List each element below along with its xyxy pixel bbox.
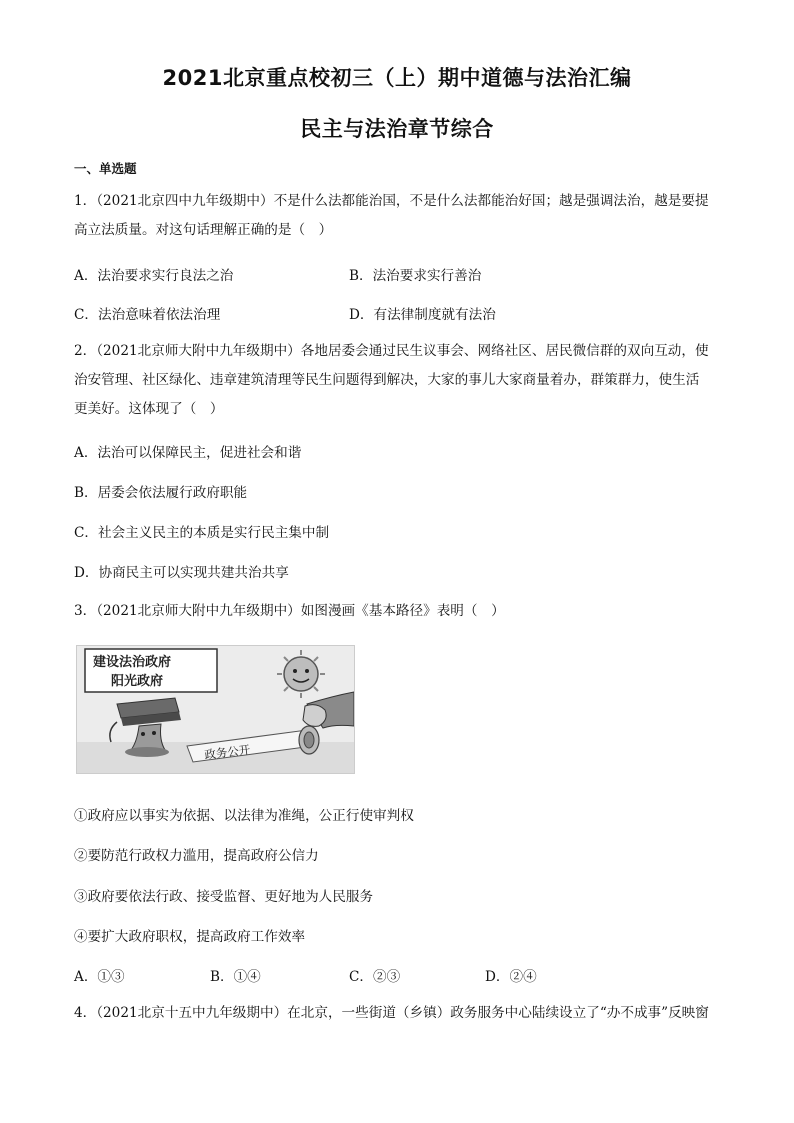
cartoon-figure <box>76 645 355 774</box>
q2-stem-line1: 2．（2021北京师大附中九年级期中）各地居委会通过民生议事会、网络社区、居民微信群的双向互动，使 <box>74 343 709 359</box>
q2-option-c: C．社会主义民主的本质是实行民主集中制 <box>74 525 330 541</box>
q4-stem-line1: 4．（2021北京十五中九年级期中）在北京，一些街道（乡镇）政务服务中心陆续设立了“办不成事”反映窗 <box>74 1005 709 1021</box>
q2-option-b: B．居委会依法履行政府职能 <box>74 485 248 501</box>
q2-option-a: A．法治可以保障民主，促进社会和谐 <box>74 445 302 461</box>
q2-stem-line3: 更美好。这体现了（ ） <box>74 401 224 417</box>
q3-statement-3: ③政府要依法行政、接受监督、更好地为人民服务 <box>74 889 374 905</box>
q3-statement-4: ④要扩大政府职权，提高政府工作效率 <box>74 929 306 945</box>
scroll-text: 政务公开 <box>203 742 252 762</box>
q1-option-c: C．法治意味着依法治理 <box>74 307 221 323</box>
q3-option-c: C．②③ <box>349 969 401 985</box>
document-title: 2021北京重点校初三（上）期中道德与法治汇编 <box>162 66 632 90</box>
q3-stem-line1: 3．（2021北京师大附中九年级期中）如图漫画《基本路径》表明（ ） <box>74 603 505 619</box>
q1-stem-line1: 1．（2021北京四中九年级期中）不是什么法都能治国，不是什么法都能治好国；越是强调法治，越是要提 <box>74 193 709 209</box>
sun-icon <box>277 650 325 698</box>
document-subtitle: 民主与法治章节综合 <box>300 117 494 141</box>
sign-text-line2: 阳光政府 <box>111 674 164 689</box>
q3-statement-1: ①政府应以事实为依据、以法律为准绳，公正行使审判权 <box>74 808 414 824</box>
sign-text-line1: 建设法治政府 <box>93 655 172 670</box>
q3-option-b: B．①④ <box>210 969 261 985</box>
q2-option-d: D．协商民主可以实现共建共治共享 <box>74 565 289 581</box>
section-heading: 一、单选题 <box>74 161 137 176</box>
q3-option-a: A．①③ <box>74 969 125 985</box>
q1-option-a: A．法治要求实行良法之治 <box>74 268 234 284</box>
q3-option-d: D．②④ <box>485 969 537 985</box>
q2-stem-line2: 治安管理、社区绿化、违章建筑清理等民生问题得到解决，大家的事儿大家商量着办，群策群力，使生活 <box>74 372 700 388</box>
q1-option-d: D．有法律制度就有法治 <box>349 307 496 323</box>
cartoon-illustration <box>77 646 354 773</box>
q3-statement-2: ②要防范行政权力滥用，提高政府公信力 <box>74 848 319 864</box>
q1-option-b: B．法治要求实行善治 <box>349 268 482 284</box>
q1-stem-line2: 高立法质量。对这句话理解正确的是（ ） <box>74 222 333 238</box>
